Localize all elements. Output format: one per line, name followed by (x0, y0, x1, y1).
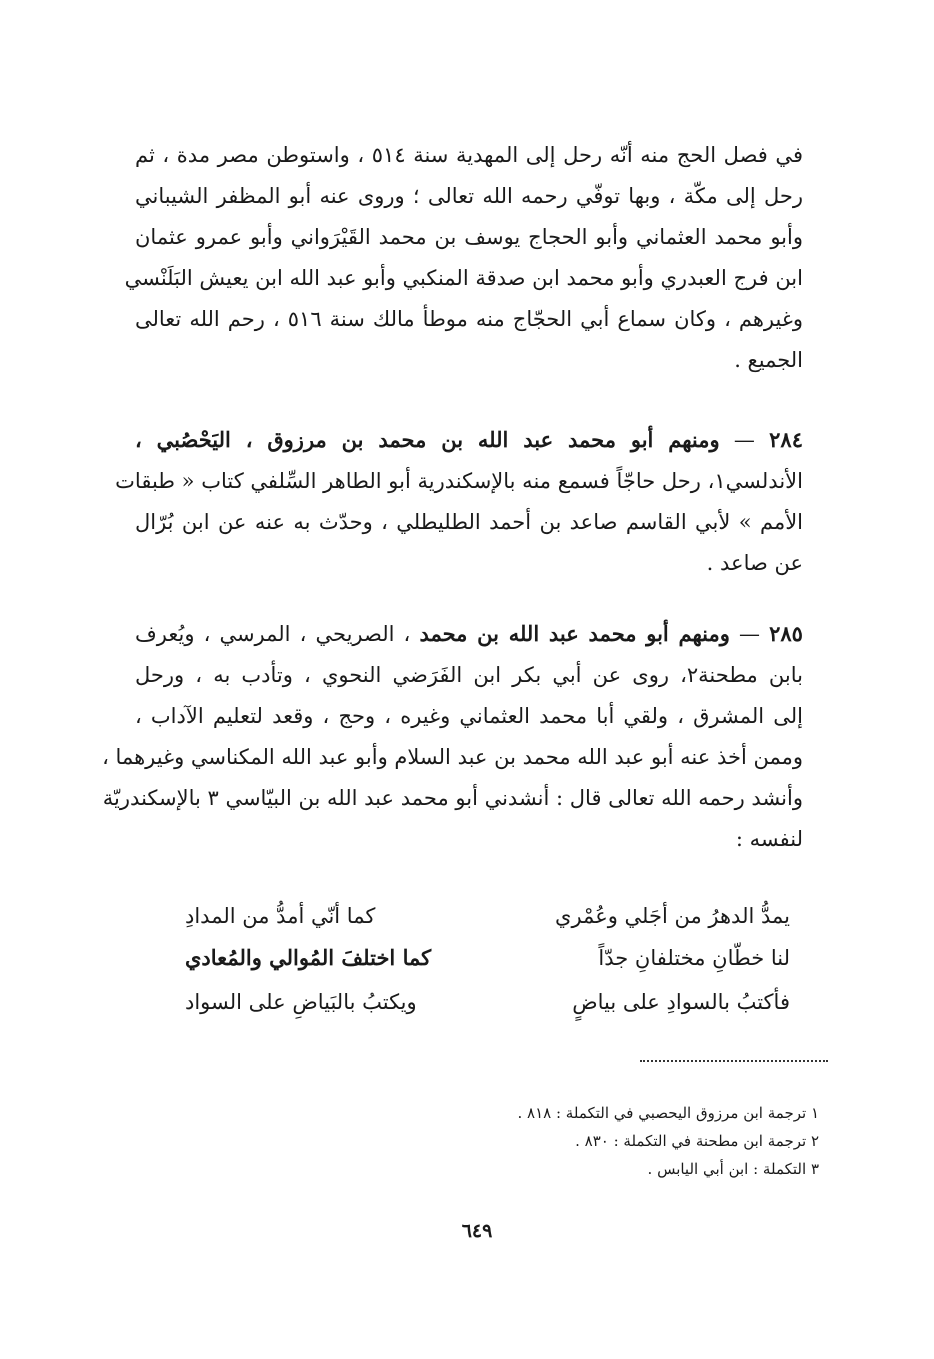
entry-heading-line (135, 614, 803, 654)
verse-second-hemistich: ويكتبُ بالبَياضِ على السواد (185, 990, 417, 1014)
text-line: عن صاعد . (706, 551, 803, 575)
entry-dash: — (729, 622, 761, 646)
entry-heading-line (135, 420, 803, 460)
entry-285 (102, 614, 803, 864)
verse-first-hemistich: فأكتبُ بالسوادِ على بياضٍ (572, 990, 790, 1014)
paragraph-continuation (124, 135, 803, 395)
footnote-1: ١ ترجمة ابن مرزوق اليحصبي في التكملة : ٨١٨ . (517, 1104, 819, 1122)
entry-heading-rest: ، الصريحي ، المرسي ، ويُعرف (135, 622, 411, 646)
verse-first-hemistich: لنا خطّانِ مختلفانِ جدّاً (598, 946, 790, 970)
poem-verse (185, 982, 790, 1022)
text-line: وأبو محمد العثماني وأبو الحجاج يوسف بن محمد القَيْرَواني وأبو عمرو عثمان (135, 225, 803, 249)
entry-number: ٢٨٤ (769, 427, 803, 452)
text-line: لنفسه : (735, 827, 803, 851)
text-line: إلى المشرق ، ولقي أبا محمد العثماني وغيره ، وحج ، وقعد لتعليم الآداب ، (135, 704, 803, 728)
entry-heading: ومنهم أبو محمد عبد الله بن محمد (419, 621, 730, 646)
entry-dash: — (719, 428, 755, 452)
verse-second-hemistich: كما أنّي أمدُّ من المدادِ (185, 904, 376, 928)
poem-verse (185, 896, 790, 936)
footnote-3: ٣ التكملة : ابن أبي اليابس . (647, 1160, 819, 1178)
entry-284 (115, 420, 803, 590)
footnote-separator (640, 1060, 828, 1062)
text-line: الأندلسي١، رحل حاجّاً فسمع منه بالإسكندرية أبو الطاهر السِّلفي كتاب « طبقات (115, 469, 803, 493)
verse-first-hemistich: يمدُّ الدهرُ من أجَلي وعُمْري (555, 904, 790, 928)
poem-verse (185, 938, 790, 978)
text-line: ابن فرج العبدري وأبو محمد ابن صدقة المنكبي وأبو عبد الله ابن يعيش البَلَنْسي (124, 266, 803, 290)
text-line: بابن مطحنة٢، روى عن أبي بكر ابن الفَرَضي النحوي ، وتأدب به ، ورحل (135, 663, 803, 687)
text-line: وأنشد رحمه الله تعالى قال : أنشدني أبو محمد عبد الله بن البيّاسي ٣ بالإسكندريّة (102, 786, 803, 810)
entry-number: ٢٨٥ (769, 621, 803, 646)
page-number: ٦٤٩ (461, 1220, 493, 1242)
text-line: في فصل الحج منه أنّه رحل إلى المهدية سنة ٥١٤ ، واستوطن مصر مدة ، ثم (135, 143, 803, 167)
text-line: وممن أخذ عنه أبو عبد الله محمد بن عبد السلام وأبو عبد الله المكناسي وغيرهما ، (102, 745, 803, 769)
entry-heading: ومنهم أبو محمد عبد الله بن محمد بن مرزوق ، اليَحْصُبي ، (135, 427, 720, 452)
footnote-2: ٢ ترجمة ابن مطحنة في التكملة : ٨٣٠ . (575, 1132, 819, 1150)
text-line: وغيرهم ، وكان سماع أبي الحجّاج منه موطأ مالك سنة ٥١٦ ، رحم الله تعالى (135, 307, 803, 331)
text-line: الأمم » لأبي القاسم صاعد بن أحمد الطليطلي ، وحدّث به عنه عن ابن بُرّال (135, 510, 803, 534)
verse-second-hemistich: كما اختلفَ المُوالي والمُعادي (185, 945, 432, 970)
text-line: الجميع . (734, 348, 803, 372)
text-line: رحل إلى مكّة ، وبها توفّي رحمه الله تعالى ؛ وروى عنه أبو المظفر الشيباني (135, 184, 803, 208)
